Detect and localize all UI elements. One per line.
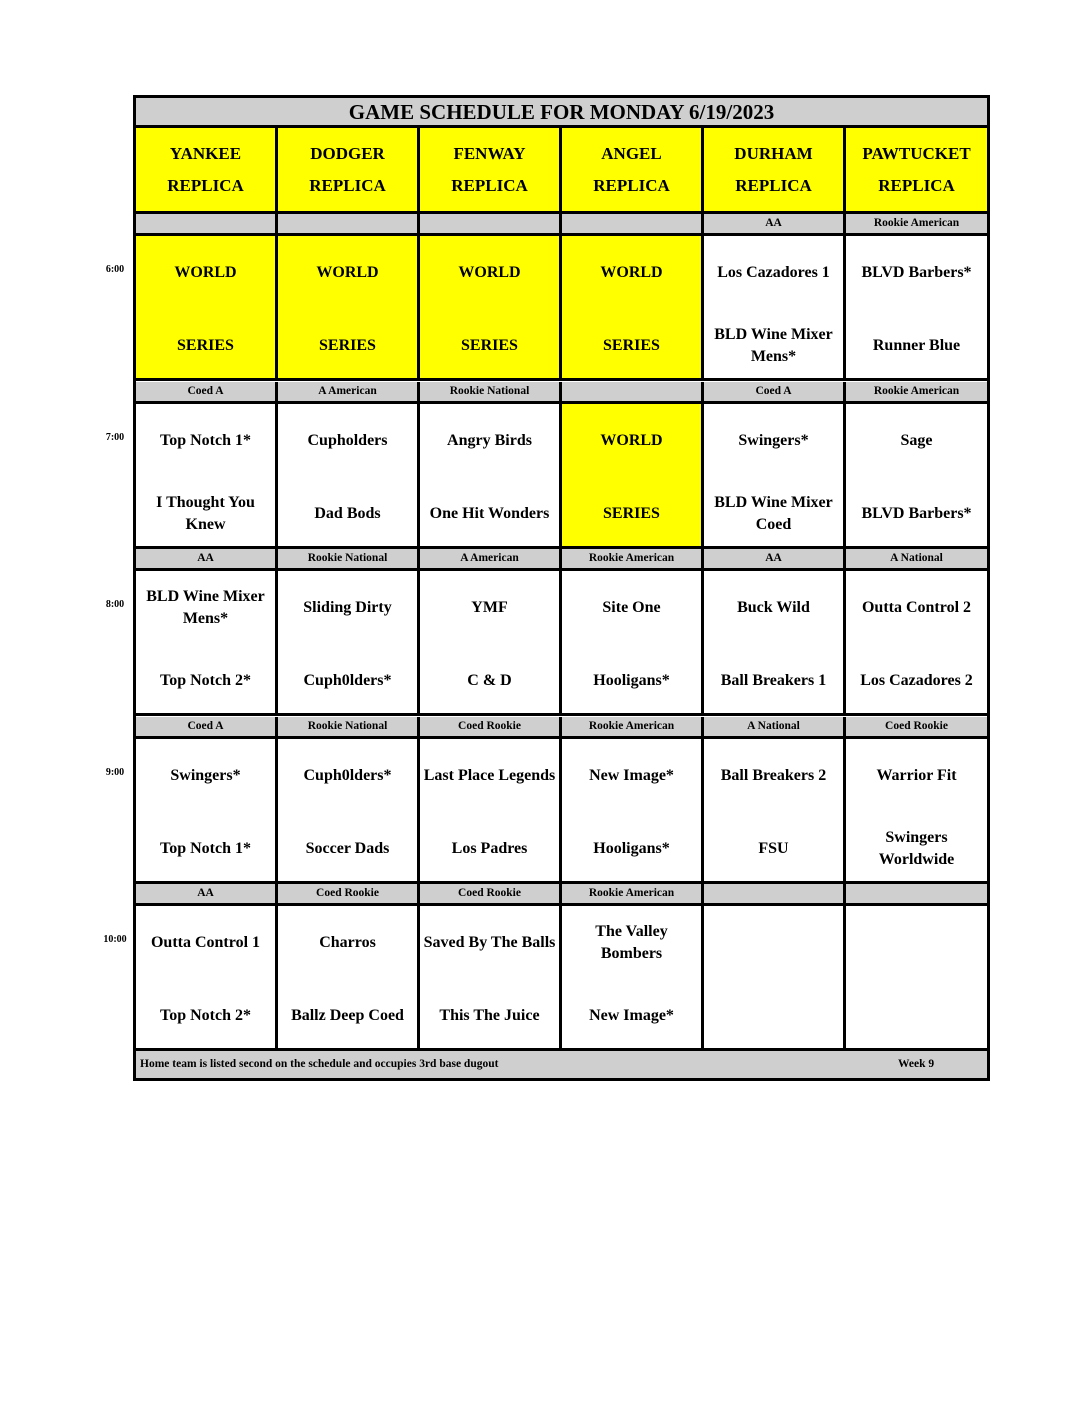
game-cell [420,404,562,546]
field-header-angel [562,128,704,211]
game-row [136,739,987,884]
game-cell [704,906,846,1048]
game-cell [278,571,420,713]
division-row [136,382,987,404]
division-label: Rookie National [278,549,420,568]
home-team: New Image* [589,1007,674,1024]
division-label: Rookie National [278,717,420,736]
away-team: Charros [319,934,376,951]
division-label: Rookie American [846,382,987,401]
field-header-durham [704,128,846,211]
home-team: SERIES [319,337,376,354]
field-header-dodger [278,128,420,211]
division-row [136,884,987,906]
home-team: SERIES [177,337,234,354]
home-team [706,991,841,1041]
home-team: SERIES [603,337,660,354]
home-team: Runner Blue [872,337,961,354]
field-sub: REPLICA [451,175,528,195]
time-label: 6:00 [105,264,125,275]
schedule-title: GAME SCHEDULE FOR MONDAY 6/19/2023 [136,98,987,128]
division-label: Coed A [136,382,278,401]
home-team: Cuph0lders* [303,672,392,689]
time-label: 8:00 [105,599,125,610]
home-team [848,991,985,1041]
game-cell [278,404,420,546]
world-series-cell [136,236,278,378]
away-team [848,918,985,968]
home-team: BLVD Barbers* [861,505,972,522]
field-name: YANKEE [169,143,242,163]
world-series-cell [278,236,420,378]
footer-week: Week 9 [898,1058,935,1070]
home-team: Dad Bods [314,505,381,522]
game-row [136,906,987,1051]
division-label: Coed Rookie [420,884,562,903]
away-team: Sliding Dirty [303,599,392,616]
away-team: YMF [471,599,508,616]
away-team: Last Place Legends [423,767,556,784]
time-label: 9:00 [105,767,125,778]
home-team: This The Juice [439,1007,540,1024]
home-team: BLD Wine Mixer Coed [714,494,833,533]
division-label: Rookie American [562,717,704,736]
away-team: WORLD [174,264,237,281]
footer-bar [136,1051,987,1078]
game-cell [846,404,987,546]
home-team: Top Notch 2* [160,672,251,689]
game-cell [846,739,987,881]
division-label: Rookie American [562,884,704,903]
field-sub: REPLICA [167,175,244,195]
division-label: Coed A [704,382,846,401]
division-label: A American [278,382,420,401]
game-cell [420,571,562,713]
home-team: Soccer Dads [305,840,390,857]
field-header-row [136,128,987,214]
home-team: Top Notch 1* [160,840,251,857]
division-row [136,214,987,236]
away-team: Warrior Fit [876,767,957,784]
home-team: C & D [467,672,512,689]
world-series-cell [562,236,704,378]
field-header-pawtucket [846,128,987,211]
field-name: PAWTUCKET [862,143,971,163]
time-label: 10:00 [103,934,127,945]
away-team: BLVD Barbers* [861,264,972,281]
game-cell [136,571,278,713]
field-header-yankee [136,128,278,211]
division-label [562,382,704,401]
game-cell [704,571,846,713]
away-team: Ball Breakers 2 [720,767,827,784]
division-label [846,884,987,903]
division-label: A National [846,549,987,568]
home-team: FSU [758,840,789,857]
field-name: DODGER [310,143,385,163]
game-cell [704,739,846,881]
away-team: Top Notch 1* [160,432,251,449]
game-cell [136,404,278,546]
game-cell [562,906,704,1048]
home-team: BLD Wine Mixer Mens* [714,326,833,365]
division-label: AA [704,549,846,568]
division-label [136,214,278,233]
division-label: Coed A [136,717,278,736]
field-name: FENWAY [453,143,526,163]
division-label: AA [704,214,846,233]
away-team: Outta Control 1 [150,934,261,951]
field-header-fenway [420,128,562,211]
home-team: Los Padres [451,840,528,857]
away-team [706,918,841,968]
away-team: Buck Wild [737,599,810,616]
away-team: Swingers* [738,432,809,449]
time-label: 7:00 [105,432,125,443]
away-team: Cupholders [307,432,388,449]
game-cell [846,571,987,713]
away-team: WORLD [600,264,663,281]
away-team: Outta Control 2 [861,599,972,616]
footer-note: Home team is listed second on the schedule and occupies 3rd base dugout [140,1058,499,1070]
game-cell [562,739,704,881]
away-team: New Image* [589,767,674,784]
home-team: Hooligans* [593,672,670,689]
away-team: WORLD [458,264,521,281]
game-cell [278,906,420,1048]
home-team: Ball Breakers 1 [720,672,827,689]
away-team: BLD Wine Mixer Mens* [146,588,265,627]
division-label: Rookie National [420,382,562,401]
division-label: Coed Rookie [420,717,562,736]
world-series-cell [420,236,562,378]
game-cell [846,236,987,378]
field-name: ANGEL [601,143,662,163]
field-sub: REPLICA [878,175,955,195]
game-row [136,236,987,381]
game-cell [420,906,562,1048]
division-label [420,214,562,233]
division-label [704,884,846,903]
game-cell [562,571,704,713]
game-row [136,404,987,549]
schedule-sheet [133,95,990,1081]
away-team: Sage [900,432,933,449]
away-team: WORLD [600,432,663,449]
division-row [136,717,987,739]
division-label: Coed Rookie [846,717,987,736]
division-label: Coed Rookie [278,884,420,903]
home-team: Top Notch 2* [160,1007,251,1024]
away-team: Saved By The Balls [423,934,556,951]
home-team: One Hit Wonders [429,505,550,522]
field-sub: REPLICA [593,175,670,195]
field-sub: REPLICA [309,175,386,195]
game-cell [846,906,987,1048]
world-series-cell [562,404,704,546]
away-team: Angry Birds [447,432,532,449]
game-cell [136,739,278,881]
division-label [562,214,704,233]
division-label: AA [136,549,278,568]
home-team: SERIES [603,505,660,522]
away-team: Site One [602,599,661,616]
game-cell [420,739,562,881]
home-team: SERIES [461,337,518,354]
game-cell [704,404,846,546]
division-row [136,549,987,571]
home-team: Ballz Deep Coed [291,1007,404,1024]
away-team: Los Cazadores 1 [717,264,830,281]
game-cell [278,739,420,881]
away-team: Cuph0lders* [303,767,392,784]
away-team: Swingers* [170,767,241,784]
home-team: Swingers Worldwide [878,829,955,868]
game-cell [704,236,846,378]
division-label: A American [420,549,562,568]
game-row [136,571,987,716]
home-team: Los Cazadores 2 [860,672,973,689]
division-label: AA [136,884,278,903]
division-label [278,214,420,233]
field-name: DURHAM [734,143,813,163]
away-team: WORLD [316,264,379,281]
division-label: Rookie American [846,214,987,233]
field-sub: REPLICA [735,175,812,195]
division-label: A National [704,717,846,736]
away-team: The Valley Bombers [595,923,668,962]
home-team: Hooligans* [593,840,670,857]
game-cell [136,906,278,1048]
division-label: Rookie American [562,549,704,568]
home-team: I Thought You Knew [156,494,255,533]
